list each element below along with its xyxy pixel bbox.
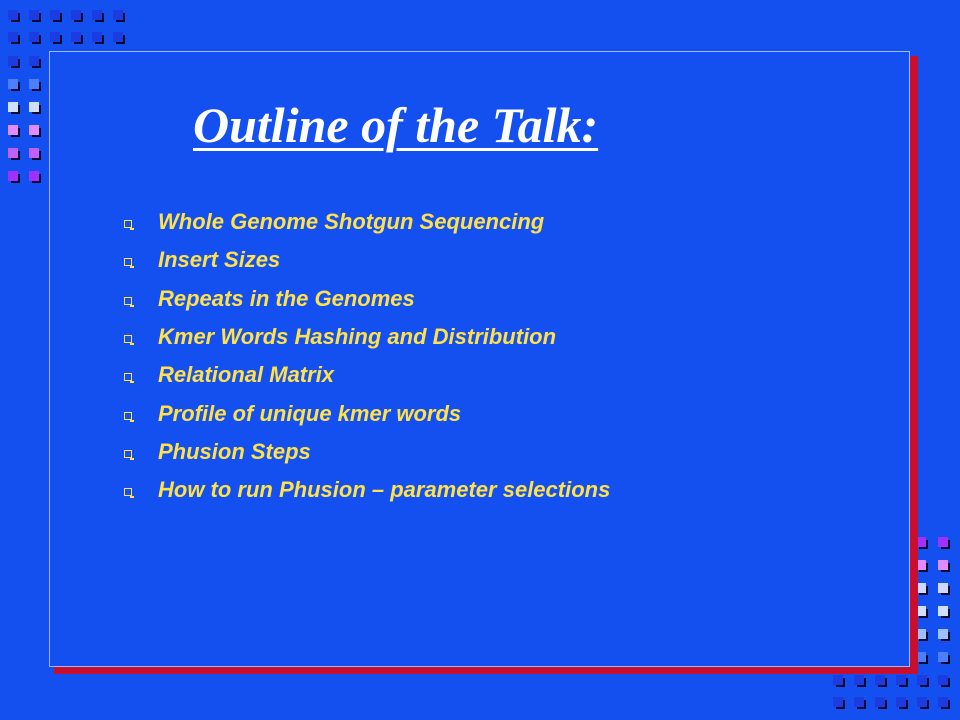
list-item (124, 241, 610, 279)
list-item-text: How to run Phusion – parameter selections (158, 477, 611, 503)
list-item-text: Relational Matrix (158, 362, 335, 388)
decorative-square (917, 675, 927, 685)
list-item (124, 394, 610, 432)
square-bullet-icon (124, 412, 132, 420)
decorative-square (854, 675, 864, 685)
decorative-square (29, 171, 39, 181)
decorative-square (29, 79, 39, 89)
list-item-text: Repeats in the Genomes (158, 285, 415, 311)
decorative-square (29, 148, 39, 158)
decorative-square (29, 56, 39, 66)
decorative-square (92, 10, 102, 20)
list-item-text: Kmer Words Hashing and Distribution (158, 324, 557, 350)
square-bullet-icon (124, 488, 132, 496)
list-item (124, 471, 610, 509)
decorative-square (833, 697, 843, 707)
list-item-text: Phusion Steps (158, 438, 311, 464)
decorative-square (113, 10, 123, 20)
decorative-square (938, 629, 948, 639)
decorative-square (917, 697, 927, 707)
decorative-square (8, 10, 18, 20)
outline-list (124, 203, 610, 509)
decorative-square (8, 148, 18, 158)
decorative-square (875, 697, 885, 707)
decorative-square (50, 10, 60, 20)
decorative-square (29, 32, 39, 42)
decorative-square (8, 125, 18, 135)
decorative-square (938, 606, 948, 616)
square-bullet-icon (124, 258, 132, 266)
decorative-square (71, 10, 81, 20)
decorative-square (8, 56, 18, 66)
decorative-square (92, 32, 102, 42)
decorative-square (71, 32, 81, 42)
decorative-square (29, 125, 39, 135)
decorative-square (938, 537, 948, 547)
decorative-square (938, 583, 948, 593)
decorative-square (8, 32, 18, 42)
list-item-text: Whole Genome Shotgun Sequencing (158, 209, 545, 235)
square-bullet-icon (124, 373, 132, 381)
decorative-square (938, 652, 948, 662)
decorative-square (29, 102, 39, 112)
decorative-square (29, 10, 39, 20)
decorative-square (938, 675, 948, 685)
decorative-square (8, 79, 18, 89)
list-item-text: Profile of unique kmer words (158, 400, 462, 426)
square-bullet-icon (124, 220, 132, 228)
decorative-square (833, 675, 843, 685)
decorative-square (896, 697, 906, 707)
list-item (124, 280, 610, 318)
decorative-square (113, 32, 123, 42)
list-item (124, 433, 610, 471)
decorative-square (8, 171, 18, 181)
decorative-square (938, 697, 948, 707)
list-item (124, 356, 610, 394)
list-item-text: Insert Sizes (158, 247, 281, 273)
decorative-square (854, 697, 864, 707)
square-bullet-icon (124, 450, 132, 458)
square-bullet-icon (124, 297, 132, 305)
list-item (124, 203, 610, 241)
slide-title: Outline of the Talk: (193, 97, 599, 153)
decorative-square (8, 102, 18, 112)
decorative-square (896, 675, 906, 685)
list-item (124, 318, 610, 356)
decorative-square (50, 32, 60, 42)
square-bullet-icon (124, 335, 132, 343)
decorative-square (938, 560, 948, 570)
decorative-square (875, 675, 885, 685)
